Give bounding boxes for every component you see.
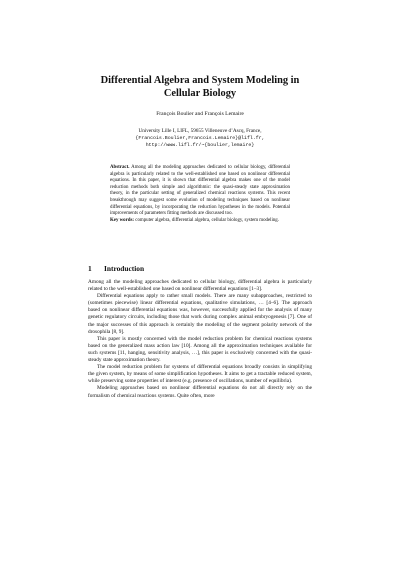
title-line-2: Cellular Biology [163, 88, 237, 99]
paragraph: This paper is mostly concerned with the model reduction problem for chemical reactions systems based on the generalized mass action law [10]. Among all the approximation techniques available for such systems [11, hanging, sensitivity analysis, …], this paper is exclusively concerned with the quasi-steady state approximation theory. [88, 335, 312, 364]
section-heading [88, 264, 144, 273]
paper-title [60, 74, 340, 100]
affiliation-emails: {Francois.Boulier,Francois.Lemaire}@lifl.fr, [135, 136, 265, 142]
paragraph: Differential equations apply to rather small models. There are many subapproaches, restricted to (sometimes piecewise) linear differential equations, qualitative simulations, … [4–6]. The approach based on nonlinear differential equations was, however, successfully applied for the analysis of many genetic regulatory circuits, including those that work during complex animal embryogenesis [7]. One of the major successes of this approach is certainly the modeling of the segment polarity network of the drosophila [8, 9]. [88, 293, 312, 335]
keywords-text: computer algebra, differential algebra, cellular biology, system modeling. [135, 217, 279, 223]
abstract-text: Among all the modeling approaches dedicated to cellular biology, differential algebra is particularly related to the well-established one based on nonlinear differential equations. In this paper, it is shown that differential algebra makes one of the model reduction methods both simple and algorithmic: the quasi-steady state approximation theory, in the particular setting of generalized chemical reactions systems. This recent breakthrough may suggest some evolution of modeling techniques based on nonlinear differential equations, by incorporating the reduction hypotheses in the models. Potential improvements of parameters fitting methods are discussed too. [110, 165, 290, 217]
keywords-label: Key words: [110, 217, 135, 223]
affiliation [60, 128, 340, 150]
paragraph: The model reduction problem for systems of differential equations broadly consists in simplifying the given system, by means of some simplification hypotheses. It aims to get a tractable reduced system, while preserving some properties of interest (e.g. presence of oscillations, number of equilibria). [88, 364, 312, 385]
abstract-label: Abstract. [110, 165, 130, 170]
paragraph: Among all the modeling approaches dedicated to cellular biology, differential algebra is particularly related to the well-established one based on nonlinear differential equations [1–3]. [88, 279, 312, 293]
paragraph: Modeling approaches based on nonlinear differential equations do not all directly rely on the formalism of chemical reactions systems. Quite often, more [88, 385, 312, 399]
authors: François Boulier and François Lemaire [156, 111, 244, 117]
body-text [88, 279, 312, 400]
section-title: Introduction [104, 264, 145, 273]
section-number: 1 [88, 264, 92, 273]
affiliation-line-1: University Lille I, LIFL, 59655 Villeneuve d’Ascq, France, [138, 128, 262, 134]
title-line-1: Differential Algebra and System Modeling in [100, 75, 300, 86]
abstract [110, 165, 290, 224]
affiliation-url: http://www.lifl.fr/~{boulier,lemaire} [145, 143, 255, 149]
